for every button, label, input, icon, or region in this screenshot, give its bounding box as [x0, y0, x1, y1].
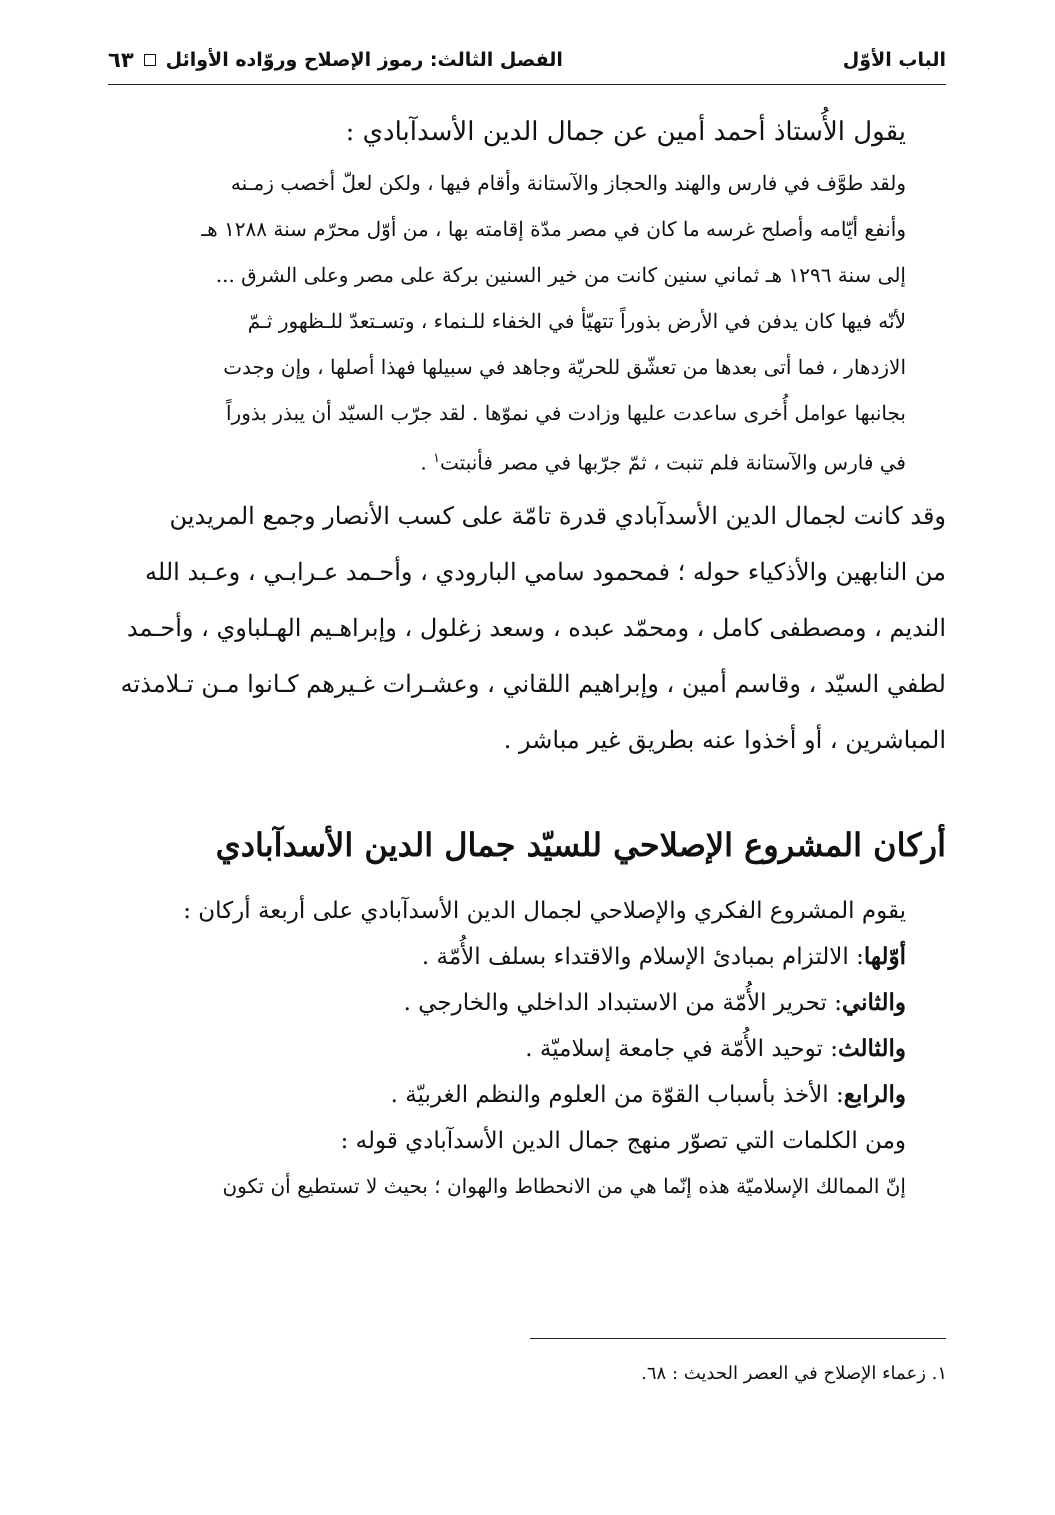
words-intro: ومن الكلمات التي تصوّر منهج جمال الدين الأسدآبادي قوله : [340, 1127, 906, 1154]
pillar-label: والثالث [837, 1034, 906, 1062]
pillar-item [108, 1072, 906, 1118]
quote-end: . [420, 450, 434, 475]
section-heading: أركان المشروع الإصلاحي للسيّد جمال الدين الأسدآبادي [215, 825, 946, 864]
footnote-rule [530, 1338, 946, 1339]
pillars-list [108, 888, 906, 1164]
pillar-text: : الالتزام بمبادئ الإسلام والاقتداء بسلف الأُمّة . [421, 943, 864, 970]
quote-line: وأنفع أيّامه وأصلح غرسه ما كان في مصر مدّة إقامته بها ، من أوّل محرّم سنة ١٢٨٨ هـ [201, 217, 906, 241]
quote-intro: يقول الأُستاذ أحمد أمين عن جمال الدين الأسدآبادي : [345, 117, 906, 147]
quote-line: لأنّه فيها كان يدفن في الأرض بذوراً تتهيّأ في الخفاء للـنماء ، وتسـتعدّ للـظهور ثـمّ [247, 309, 906, 333]
quote-line: إلى سنة ١٢٩٦ هـ ثماني سنين كانت من خير السنين بركة على مصر وعلى الشرق ... [215, 263, 906, 287]
paragraph-line: لطفي السيّد ، وقاسم أمين ، وإبراهيم اللقاني ، وعشـرات غـيرهم كـانوا مـن تـلامذته [120, 669, 946, 698]
pillar-label: والثاني [841, 988, 906, 1016]
header-left-group [108, 48, 563, 72]
pillar-item [108, 980, 906, 1026]
pillar-text: : تحرير الأُمّة من الاستبداد الداخلي والخارجي . [403, 989, 842, 1016]
quote-line: في فارس والآستانة فلم تنبت ، ثمّ جرّبها في مصر فأنبتت [440, 450, 906, 475]
quote-line: الازدهار ، فما أتى بعدها من تعشّق للحريّة وجاهد في سبيلها فهذا أصلها ، وإن وجدت [223, 355, 906, 379]
pillar-label: أوّلها [863, 942, 906, 970]
footnote-reference: ١ [433, 451, 441, 466]
pillar-text: : توحيد الأُمّة في جامعة إسلاميّة . [525, 1035, 838, 1062]
body-paragraph [108, 488, 946, 768]
paragraph-line: المباشرين ، أو أخذوا عنه بطريق غير مباشر . [503, 725, 946, 754]
closing-quote: إنّ الممالك الإسلاميّة هذه إنّما هي من الانحطاط والهوان ؛ بحيث لا تستطيع أن تكون [222, 1173, 906, 1198]
page-number: ٦٣ [108, 48, 134, 72]
quote-line: بجانبها عوامل أُخرى ساعدت عليها وزادت في نموّها . لقد جرّب السيّد أن يبذر بذوراً [226, 401, 906, 425]
square-separator-icon [144, 54, 156, 66]
pillar-text: : الأخذ بأسباب القوّة من العلوم والنظم الغربيّة . [390, 1081, 844, 1108]
quote-line: ولقد طوَّف في فارس والهند والحجاز والآستانة وأقام فيها ، ولكن لعلّ أخصب زمـنه [230, 171, 906, 195]
chapter-part: الباب الأوّل [842, 49, 946, 71]
quote-last-line [108, 436, 906, 486]
header-rule [108, 84, 946, 85]
block-quote [108, 160, 946, 486]
running-header [108, 42, 946, 78]
paragraph-line: النديم ، ومصطفى كامل ، ومحمّد عبده ، وسعد زغلول ، وإبراهـيم الهـلباوي ، وأحـمد [126, 613, 946, 642]
paragraph-line: من النابهين والأذكياء حوله ؛ فمحمود سامي البارودي ، وأحـمد عـرابـي ، وعـبد الله [145, 557, 946, 586]
pillar-item [108, 934, 906, 980]
pillars-intro: يقوم المشروع الفكري والإصلاحي لجمال الدين الأسدآبادي على أربعة أركان : [183, 897, 906, 924]
page-content [108, 100, 946, 1206]
paragraph-line: وقد كانت لجمال الدين الأسدآبادي قدرة تامّة على كسب الأنصار وجمع المريدين [169, 501, 946, 530]
footnote: ١. زعماء الإصلاح في العصر الحديث : ٦٨. [641, 1363, 947, 1384]
chapter-title: الفصل الثالث: رموز الإصلاح وروّاده الأوائل [165, 49, 563, 71]
pillar-label: والرابع [843, 1080, 906, 1108]
pillar-item [108, 1026, 906, 1072]
